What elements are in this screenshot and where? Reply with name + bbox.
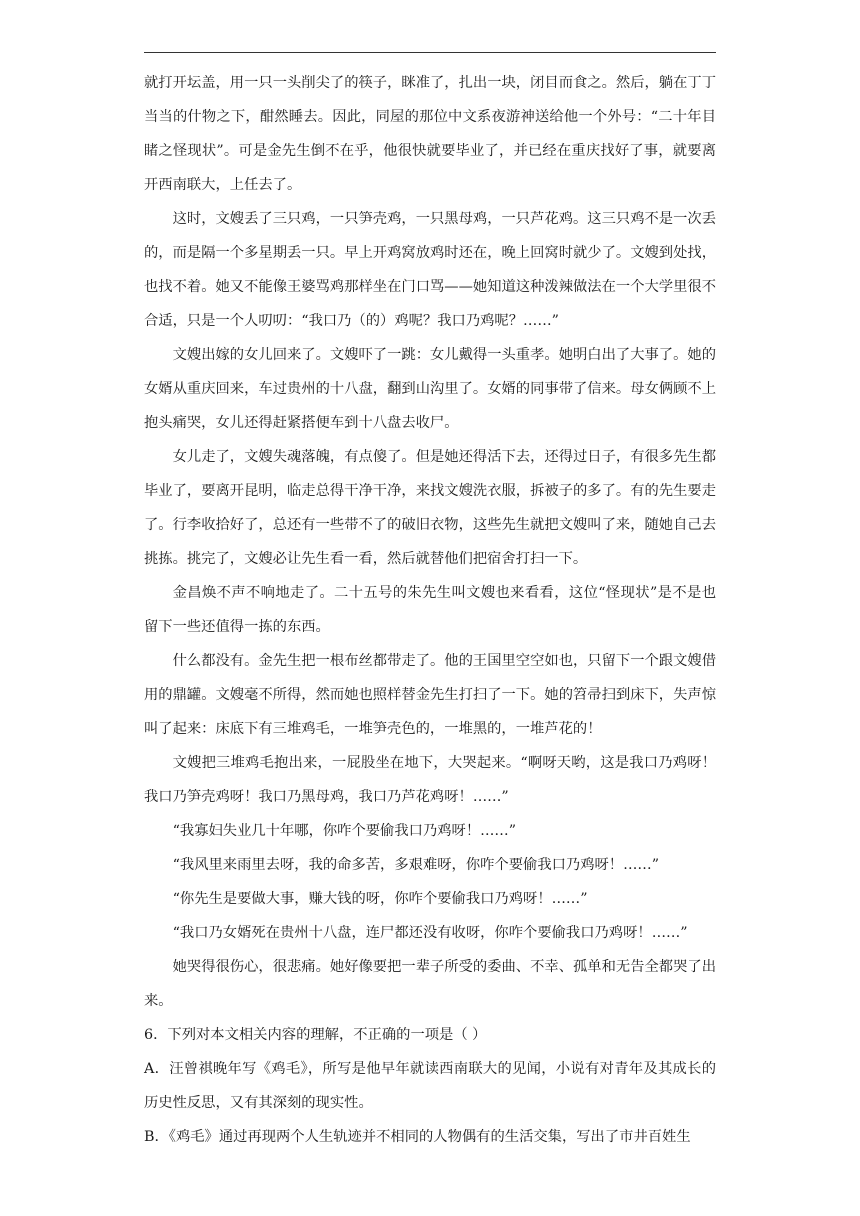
- dialogue-line: “我风里来雨里去呀，我的命多苦，多艰难呀，你咋个要偷我口乃鸡呀！……”: [172, 857, 660, 873]
- passage-paragraph: 什么都没有。金先生把一根布丝都带走了。他的王国里空空如也，只留下一个跟文嫂借用的鼎罐。文嫂毫不所得，然而她也照样替金先生打扫了一下。她的笤帚扫到床下，失声惊叫了起来：床底下有三堆鸡毛，一堆笋壳色的，一堆黑的，一堆芦花的！: [144, 653, 716, 737]
- header-divider: [144, 52, 716, 53]
- passage-paragraph: 就打开坛盖，用一只一头削尖了的筷子，眯准了，扎出一块，闭目而食之。然后，躺在丁丁当当的什物之下，酣然睡去。因此，同屋的那位中文系夜游神送给他一个外号：“二十年目睹之怪现状”。可是金先生倒不在乎，他很快就要毕业了，并已经在重庆找好了事，就要离开西南联大，上任去了。: [144, 75, 716, 193]
- dialogue-line: “我口乃女婿死在贵州十八盘，连尸都还没有收呀，你咋个要偷我口乃鸡呀！……”: [172, 925, 688, 941]
- option-a[interactable]: A．汪曾祺晚年写《鸡毛》，所写是他早年就读西南联大的见闻，小说有对青年及其成长的历史性反思，又有其深刻的现实性。: [144, 1061, 716, 1111]
- question-stem: 6．下列对本文相关内容的理解，不正确的一项是（ ）: [144, 1027, 487, 1043]
- document-body: [144, 66, 716, 1154]
- passage-paragraph: 这时，文嫂丢了三只鸡，一只笋壳鸡，一只黑母鸡，一只芦花鸡。这三只鸡不是一次丢的，而是隔一个多星期丢一只。早上开鸡窝放鸡时还在，晚上回窝时就少了。文嫂到处找，也找不着。她又不能像王婆骂鸡那样坐在门口骂——她知道这种泼辣做法在一个大学里很不合适，只是一个人叨叨：“我口乃（的）鸡呢？我口乃鸡呢？……”: [144, 211, 716, 329]
- option-b[interactable]: B．《鸡毛》通过再现两个人生轨迹并不相同的人物偶有的生活交集，写出了市井百姓生: [144, 1129, 691, 1145]
- passage-paragraph: 文嫂把三堆鸡毛抱出来，一屁股坐在地下，大哭起来。“啊呀天哟，这是我口乃鸡呀！我口乃笋壳鸡呀！我口乃黑母鸡，我口乃芦花鸡呀！……”: [144, 755, 716, 805]
- passage-paragraph: 女儿走了，文嫂失魂落魄，有点傻了。但是她还得活下去，还得过日子，有很多先生都毕业了，要离开昆明，临走总得干净干净，来找文嫂洗衣服，拆被子的多了。有的先生要走了。行李收拾好了，总还有一些带不了的破旧衣物，这些先生就把文嫂叫了来，随她自己去挑拣。挑完了，文嫂必让先生看一看，然后就替他们把宿舍打扫一下。: [144, 449, 716, 567]
- dialogue-line: “你先生是要做大事，赚大钱的呀，你咋个要偷我口乃鸡呀！……”: [172, 891, 588, 907]
- passage-paragraph: 文嫂出嫁的女儿回来了。文嫂吓了一跳：女儿戴得一头重孝。她明白出了大事了。她的女婿从重庆回来，车过贵州的十八盘，翻到山沟里了。女婿的同事带了信来。母女俩顾不上抱头痛哭，女儿还得赶紧搭便车到十八盘去收尸。: [144, 347, 716, 431]
- dialogue-line: “我寡妇失业几十年哪，你咋个要偷我口乃鸡呀！……”: [172, 823, 517, 839]
- passage-paragraph: 金昌焕不声不响地走了。二十五号的朱先生叫文嫂也来看看，这位“怪现状”是不是也留下一些还值得一拣的东西。: [144, 585, 716, 635]
- passage-paragraph: 她哭得很伤心，很悲痛。她好像要把一辈子所受的委曲、不幸、孤单和无告全都哭了出来。: [144, 959, 716, 1009]
